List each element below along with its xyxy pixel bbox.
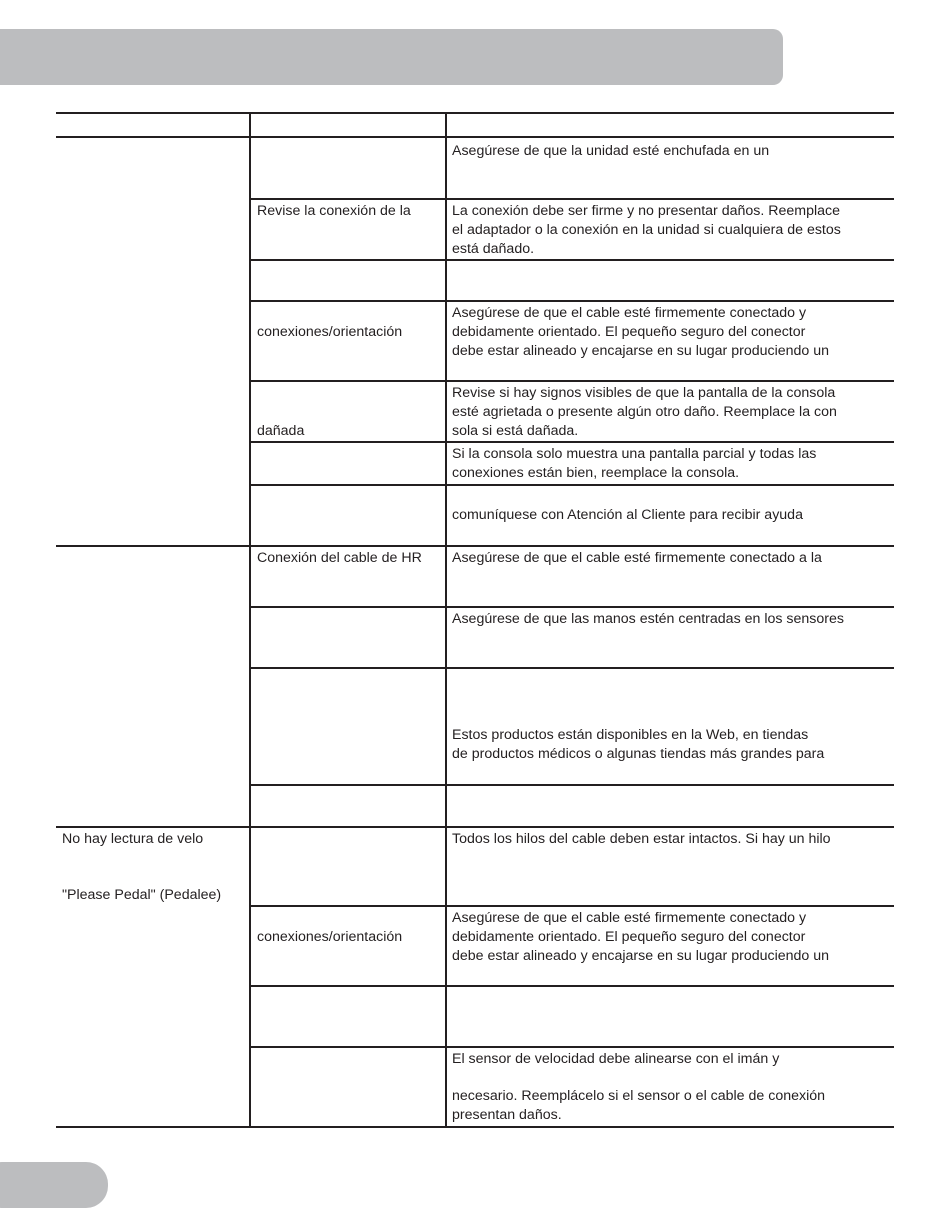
table-cell-solution: necesario. Reemplácelo si el sensor o el cable de conexión presentan daños. (452, 1088, 826, 1124)
table-cell-solution: Asegúrese de que las manos estén centradas en los sensores (452, 611, 844, 627)
table-cell-check: dañada (257, 423, 305, 439)
table-cell-problem: No hay lectura de velo (62, 831, 204, 847)
table-cell-solution: El sensor de velocidad debe alinearse con el imán y (452, 1051, 780, 1067)
row-divider (250, 905, 894, 907)
table-cell-solution: Asegúrese de que el cable esté firmemente conectado y debidamente orientado. El pequeño seguro del conector debe estar alineado y encajarse en su lugar produciendo un (452, 910, 830, 965)
table-cell-solution: Todos los hilos del cable deben estar intactos. Si hay un hilo (452, 831, 831, 847)
table-cell-check: conexiones/orientación (257, 929, 403, 945)
row-divider (250, 667, 894, 669)
table-cell-solution: Estos productos están disponibles en la Web, en tiendas de productos médicos o algunas tiendas más grandes para (452, 727, 825, 763)
table-cell-problem: "Please Pedal" (Pedalee) (62, 887, 222, 903)
page-number-tab (0, 1162, 108, 1208)
table-header-rule (56, 136, 894, 138)
row-divider (250, 784, 894, 786)
row-divider (250, 1046, 894, 1048)
table-top-rule (56, 112, 894, 114)
header-bar (0, 29, 783, 85)
table-cell-solution: comuníquese con Atención al Cliente para recibir ayuda (452, 507, 803, 523)
group-divider (56, 545, 894, 547)
table-cell-check: conexiones/orientación (257, 324, 403, 340)
table-bottom-rule (56, 1126, 894, 1128)
row-divider (250, 300, 894, 302)
table-cell-solution: La conexión debe ser firme y no presentar daños. Reemplace el adaptador o la conexión en la unidad si cualquiera de estos está dañado. (452, 203, 841, 258)
table-cell-solution: Asegúrese de que la unidad esté enchufada en un (452, 143, 770, 159)
row-divider (250, 484, 894, 486)
group-divider (56, 826, 894, 828)
column-divider (445, 112, 447, 1128)
row-divider (250, 606, 894, 608)
table-cell-solution: Si la consola solo muestra una pantalla parcial y todas las conexiones están bien, reemplace la consola. (452, 446, 817, 482)
row-divider (250, 985, 894, 987)
table-cell-solution: Revise si hay signos visibles de que la pantalla de la consola esté agrietada o presente algún otro daño. Reemplace la con sola si está dañada. (452, 385, 837, 440)
row-divider (250, 380, 894, 382)
table-cell-check: Conexión del cable de HR (257, 550, 422, 566)
table-cell-check: Revise la conexión de la (257, 203, 411, 219)
table-cell-solution: Asegúrese de que el cable esté firmemente conectado y debidamente orientado. El pequeño seguro del conector debe estar alineado y encajarse en su lugar produciendo un (452, 305, 830, 360)
row-divider (250, 198, 894, 200)
column-divider (249, 112, 251, 1128)
table-cell-solution: Asegúrese de que el cable esté firmemente conectado a la (452, 550, 822, 566)
